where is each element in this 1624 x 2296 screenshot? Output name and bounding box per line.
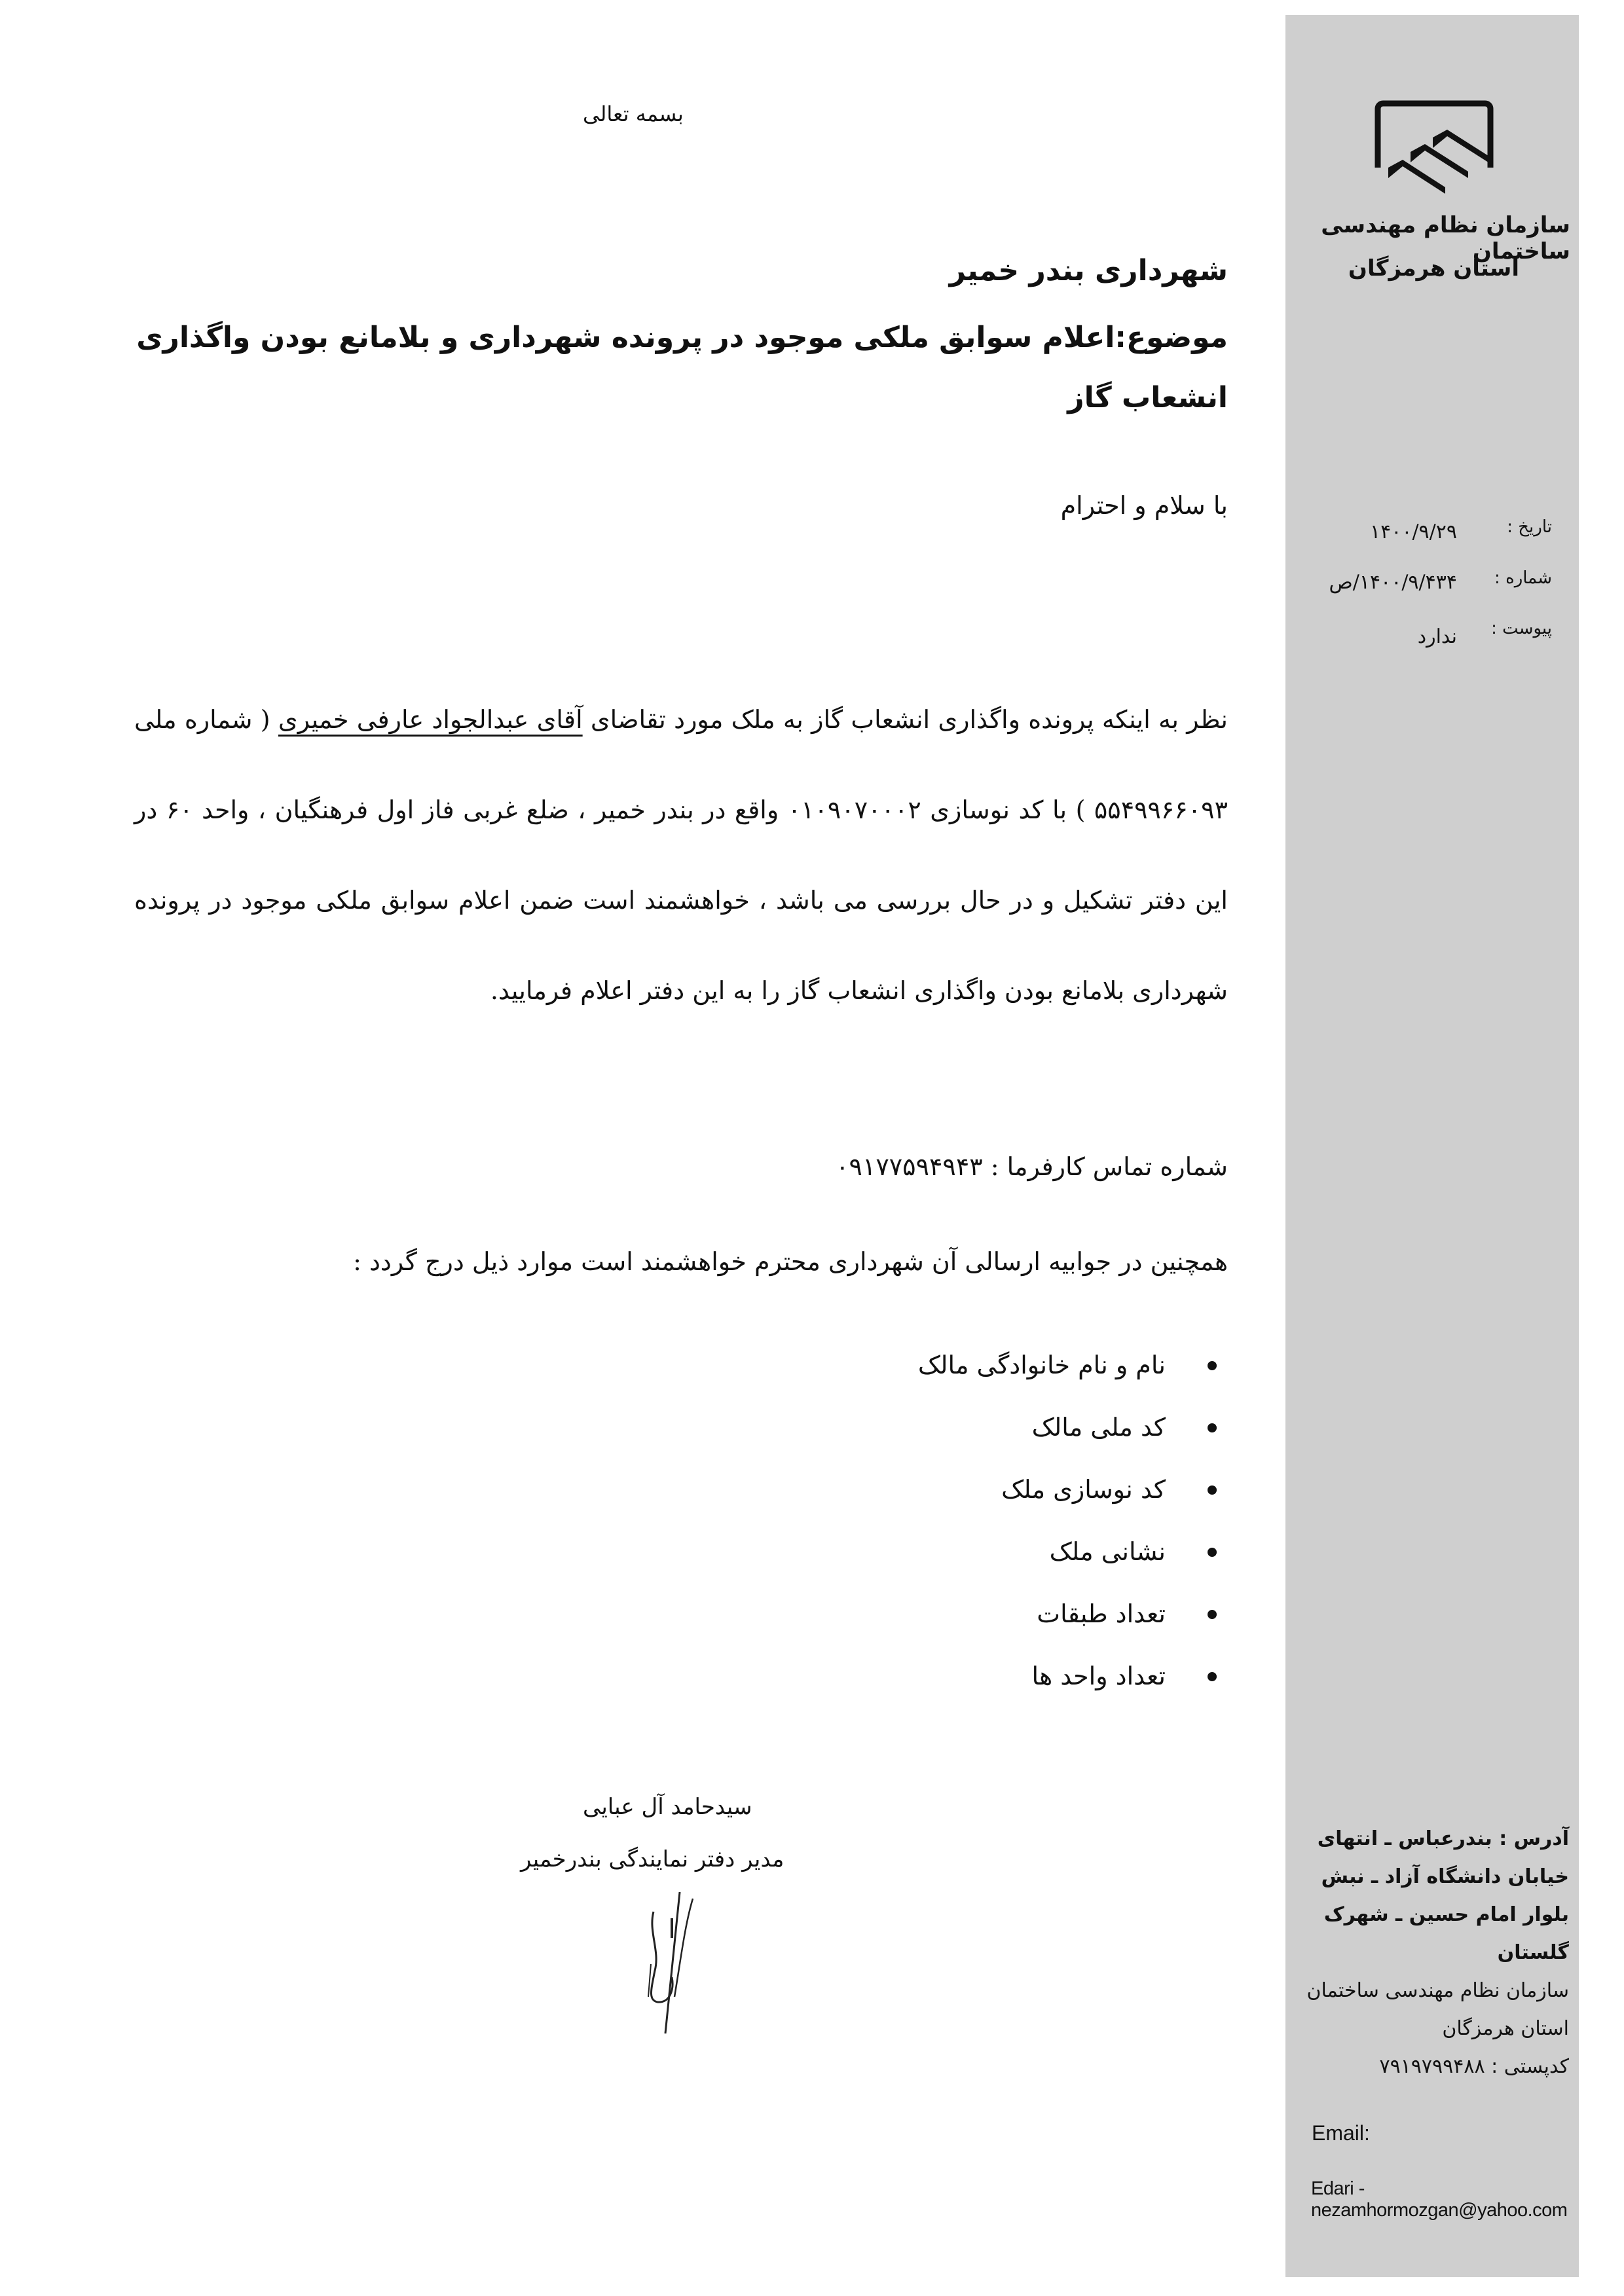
bullet-icon bbox=[1208, 1672, 1217, 1681]
handwritten-signature bbox=[629, 1886, 733, 2036]
postal-code: کدپستی : ۷۹۱۹۷۹۹۴۸۸ bbox=[1379, 2055, 1569, 2078]
signer-title: مدیر دفتر نمایندگی بندرخمیر bbox=[521, 1846, 784, 1872]
attachment-label: پیوست : bbox=[1491, 619, 1552, 638]
attachment-value: ندارد bbox=[1417, 625, 1457, 648]
request-intro: همچنین در جوابیه ارسالی آن شهرداری محترم خواهشمند است موارد ذیل درج گردد : bbox=[353, 1247, 1228, 1276]
basmala: بسمه تعالی bbox=[583, 101, 684, 126]
email-link[interactable]: Edari - nezamhormozgan@yahoo.com bbox=[1311, 2178, 1568, 2221]
signer-name: سیدحامد آل عبایی bbox=[583, 1794, 752, 1820]
organization-province: استان هرمزگان bbox=[1348, 255, 1519, 282]
address-line: سازمان نظام مهندسی ساختمان bbox=[1306, 1979, 1569, 2002]
bullet-icon bbox=[1208, 1423, 1217, 1432]
body-text: ( شماره ملی ۵۵۴۹۹۶۶۰۹۳ ) با کد نوسازی ۰۱۰۹۰۷۰۰۰۲ واقع در بندر خمیر ، ضلع غربی فاز اول فرهنگیان ، واحد ۶۰ در این دفتر تشکیل و در حال بررسی می باشد ، خواهشمند است ضمن اعلام سوابق ملکی موجود در پرونده شهرداری بلامانع بودن واگذاری انشعاب گاز را به این دفتر اعلام فرمایید. bbox=[134, 705, 1228, 1005]
date-label: تاریخ : bbox=[1507, 517, 1552, 537]
employer-contact: شماره تماس کارفرما : ۰۹۱۷۷۵۹۴۹۴۳ bbox=[836, 1152, 1228, 1181]
bullet-icon bbox=[1208, 1485, 1217, 1495]
address-line: بلوار امام حسین ـ شهرک bbox=[1323, 1903, 1569, 1926]
body-text: نظر به اینکه پرونده واگذاری انشعاب گاز به ملک مورد تقاضای bbox=[582, 705, 1228, 734]
greeting: با سلام و احترام bbox=[1060, 491, 1228, 520]
list-item: نام و نام خانوادگی مالک bbox=[918, 1345, 1231, 1408]
organization-name: سازمان نظام مهندسی ساختمان bbox=[1321, 212, 1570, 264]
number-label: شماره : bbox=[1494, 568, 1552, 588]
subject-line: موضوع:اعلام سوابق ملکی موجود در پرونده شهرداری و بلامانع بودن واگذاری انشعاب گاز bbox=[136, 321, 1228, 414]
mountain-peaks-in-frame-icon bbox=[1370, 100, 1501, 204]
applicant-name: آقای عبدالجواد عارفی خمیری bbox=[278, 705, 583, 734]
address-line: استان هرمزگان bbox=[1442, 2017, 1569, 2040]
body-paragraph bbox=[134, 674, 1228, 1036]
requirements-list bbox=[918, 1345, 1231, 1719]
email-label: Email: bbox=[1312, 2121, 1370, 2145]
list-item: نشانی ملک bbox=[918, 1532, 1231, 1594]
list-item: تعداد واحد ها bbox=[918, 1656, 1231, 1719]
list-item: کد ملی مالک bbox=[918, 1408, 1231, 1470]
bullet-icon bbox=[1208, 1548, 1217, 1557]
address-line: خیابان دانشگاه آزاد ـ نبش bbox=[1321, 1865, 1569, 1888]
date-value: ۱۴۰۰/۹/۲۹ bbox=[1369, 520, 1457, 543]
bullet-icon bbox=[1208, 1610, 1217, 1619]
address-line: آدرس : بندرعباس ـ انتهای bbox=[1317, 1827, 1569, 1850]
bullet-icon bbox=[1208, 1361, 1217, 1370]
address-line: گلستان bbox=[1497, 1941, 1569, 1964]
address-block bbox=[1301, 1820, 1569, 2086]
list-item: کد نوسازی ملک bbox=[918, 1470, 1231, 1532]
number-value: ۱۴۰۰/۹/۴۳۴/ص bbox=[1329, 571, 1457, 594]
recipient: شهرداری بندر خمیر bbox=[949, 254, 1228, 287]
list-item: تعداد طبقات bbox=[918, 1594, 1231, 1656]
